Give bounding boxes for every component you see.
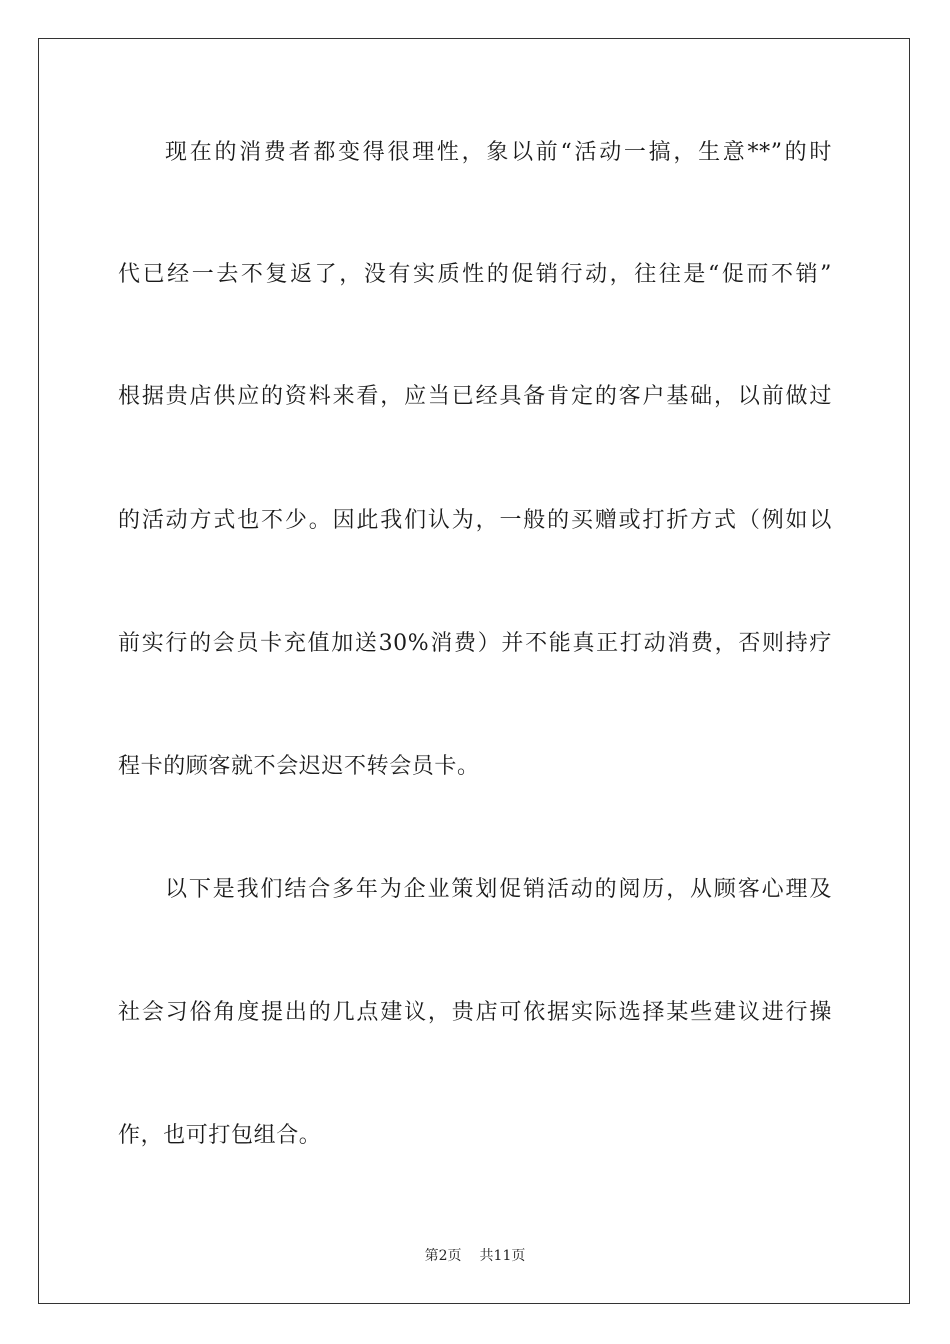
- paragraph-2-line-1: 以下是我们结合多年为企业策划促销活动的阅历，从顾客心理及: [165, 877, 832, 902]
- page-number: 第2页: [424, 1248, 462, 1264]
- paragraph-2-line-3: 作，也可打包组合。: [118, 1123, 322, 1148]
- paragraph-1-line-1: 现在的消费者都变得很理性，象以前“活动一搞，生意**”的时: [165, 140, 832, 165]
- paragraph-1-line-6: 程卡的顾客就不会迟迟不转会员卡。: [118, 754, 480, 779]
- paragraph-1-line-5: 前实行的会员卡充值加送30%消费）并不能真正打动消费，否则持疗: [118, 631, 832, 656]
- page-footer: [0, 1247, 950, 1265]
- paragraph-2-line-2: 社会习俗角度提出的几点建议，贵店可依据实际选择某些建议进行操: [118, 1000, 832, 1025]
- page-border: [38, 38, 910, 1304]
- paragraph-1-line-3: 根据贵店供应的资料来看，应当已经具备肯定的客户基础，以前做过: [118, 384, 832, 409]
- paragraph-1-line-2: 代已经一去不复返了，没有实质性的促销行动，往往是“促而不销”: [118, 262, 832, 287]
- paragraph-1-line-4: 的活动方式也不少。因此我们认为，一般的买赠或打折方式（例如以: [118, 508, 832, 533]
- page-total: 共11页: [479, 1248, 526, 1264]
